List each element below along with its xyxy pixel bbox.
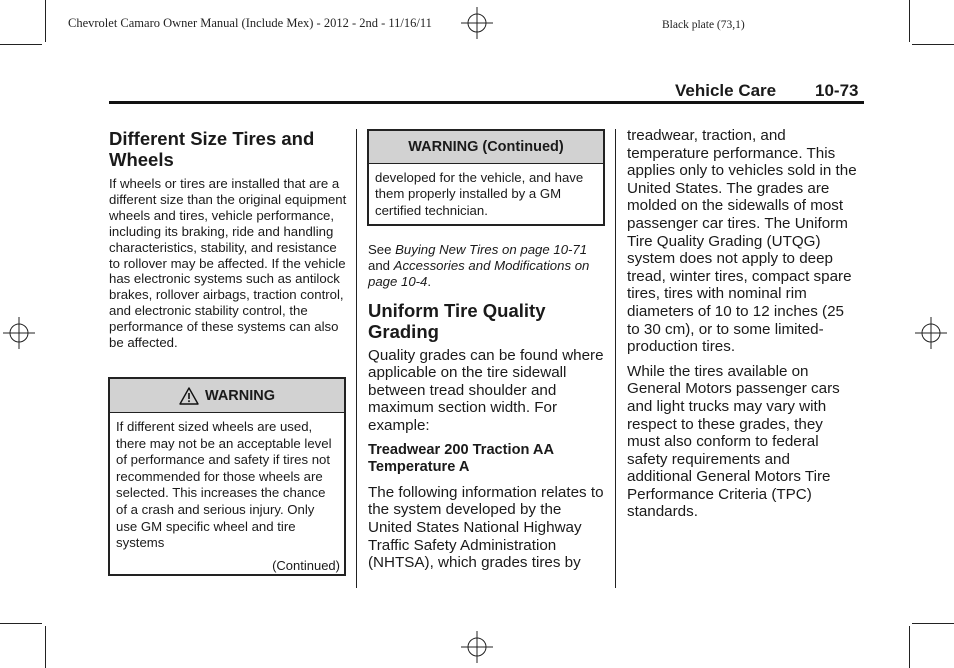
- warning-triangle-icon: [179, 387, 199, 405]
- registration-mark-icon: [461, 7, 493, 39]
- continued-label: (Continued): [272, 557, 340, 573]
- crop-mark: [912, 44, 954, 45]
- body-paragraph: While the tires available on General Motors passenger cars and light trucks may vary with respect to these grades, they must also conform to federal safety requirements and additional General Motors Tire Performance Criteria (TPC) standards.: [627, 362, 840, 521]
- see-text: See: [368, 242, 396, 257]
- warning-body: If different sized wheels are used, there may not be an acceptable level of performance and safety if tires not recommended for those wheels are selected. This increases the chance of a crash and serious injury. Only use GM specific wheel and tire systems: [116, 419, 332, 551]
- page-number: 10-73: [815, 81, 859, 100]
- column-2: [368, 242, 604, 572]
- section-title: Vehicle Care: [675, 81, 777, 100]
- column-divider: [356, 129, 357, 588]
- see-text: .: [427, 274, 432, 290]
- header-rule: [109, 101, 864, 104]
- warning-box-continued: [367, 129, 605, 226]
- body-paragraph: The following information relates to the system developed by the United States National Highway Traffic Safety Administration (NHTSA), which grades tires by: [368, 483, 604, 572]
- warning-body: developed for the vehicle, and have them properly installed by a GM certified technician.: [375, 170, 584, 218]
- body-paragraph: Quality grades can be found where applicable on the tire sidewall between tread shoulder and maximum section width. For example:: [368, 346, 604, 434]
- see-text: and: [368, 258, 394, 274]
- registration-mark-icon: [915, 317, 947, 349]
- section-heading: Uniform Tire Quality Grading: [368, 299, 546, 342]
- warning-header: WARNING (Continued): [369, 131, 603, 164]
- registration-mark-icon: [3, 317, 35, 349]
- reference-link[interactable]: Buying New Tires on page 10-71: [395, 242, 588, 257]
- crop-mark: [909, 626, 910, 668]
- crop-mark: [0, 44, 42, 45]
- body-paragraph: treadwear, traction, and temperature performance. This applies only to vehicles sold in the United States. The grades are molded on the sidewalls of most passenger car tires. The Uniform Tire Quality Grading (UTQG) system does not apply to deep tread, winter tires, compact spare tires, tires with nominal rim diameters of 10 to 12 inches (25 to 30 cm), or to some limited-production tires.: [627, 127, 857, 356]
- cross-reference: [368, 242, 604, 291]
- crop-mark: [909, 0, 910, 42]
- column-divider: [615, 129, 616, 588]
- crop-mark: [45, 0, 46, 42]
- warning-header: [110, 379, 344, 413]
- plate-label: Black plate (73,1): [662, 19, 745, 31]
- body-paragraph: If wheels or tires are installed that are a different size than the original equipment wheels and tires, vehicle performance, including its braking, ride and handling characteristics, stability, and resistance to rollover may be affected. If the vehicle has electronic systems such as antilock brakes, rollover airbags, traction control, and electronic stability control, the performance of these systems can also be affected.: [109, 176, 347, 351]
- warning-title: WARNING: [204, 387, 276, 404]
- crop-mark: [45, 626, 46, 668]
- crop-mark: [912, 623, 954, 624]
- crop-mark: [0, 623, 42, 624]
- reference-link[interactable]: Accessories and Modifications on page 10-4: [368, 258, 590, 290]
- print-header-info: Chevrolet Camaro Owner Manual (Include Mex) - 2012 - 2nd - 11/16/11: [68, 16, 432, 30]
- warning-box: [108, 377, 346, 576]
- example-text: Treadwear 200 Traction AA Temperature A: [368, 441, 554, 476]
- registration-mark-icon: [461, 631, 493, 663]
- column-3: [627, 127, 859, 521]
- section-heading: Different Size Tires and Wheels: [109, 128, 315, 170]
- column-1: [109, 128, 349, 351]
